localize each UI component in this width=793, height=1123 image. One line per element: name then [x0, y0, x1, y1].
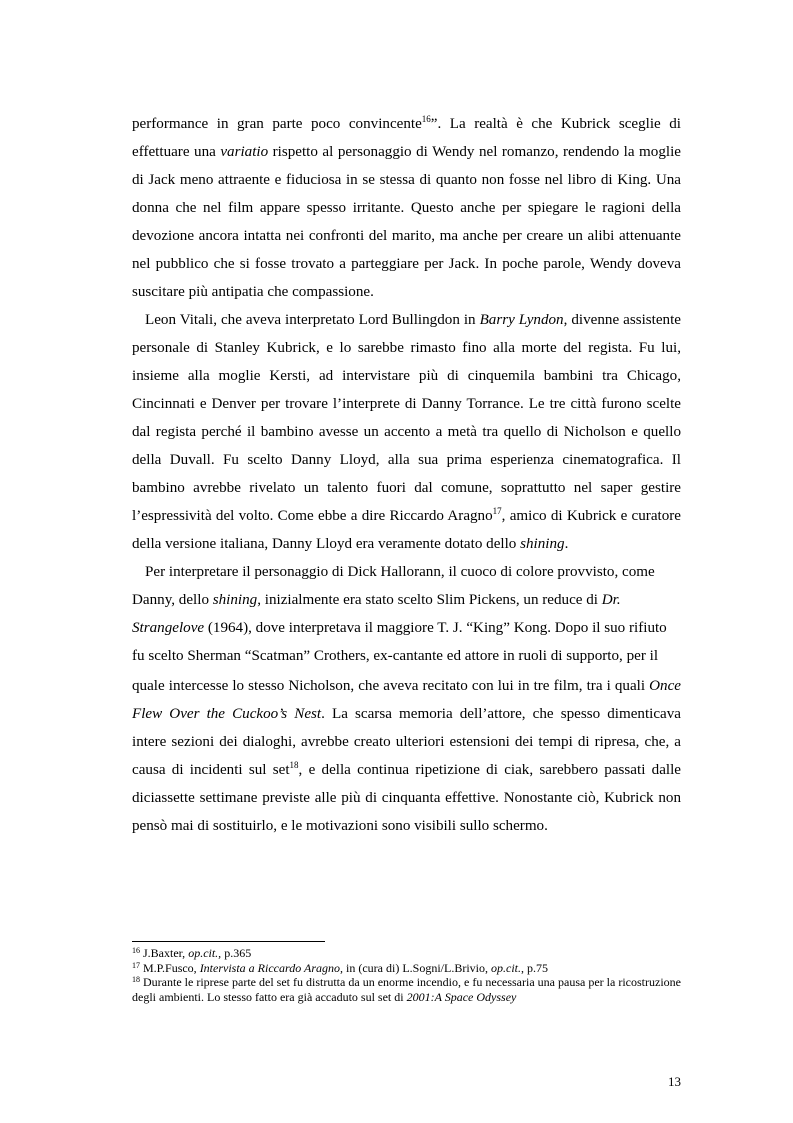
body-text — [132, 110, 681, 840]
text-run: , divenne assistente personale di Stanley Kubrick, e lo sarebbe rimasto fino alla morte del regista. Fu lui, insieme alla moglie Kersti, ad intervistare più di cinquemila bambini tra Chicago, Cincinnati e Denver per trovare l’interprete di Danny Torrance. Le tre città furono scelte dal regista perché il bambino avesse un accento a metà tra quello di Nicholson e quello della Duvall. Fu scelto Danny Lloyd, alla sua prima esperienza cinematografica. Il bambino avrebbe rivelato un talento fuori dal comune, soprattutto nel saper gestire l’espressività del volto. Come ebbe a dire Riccardo Aragno — [132, 312, 681, 524]
italic-text: variatio — [220, 144, 269, 160]
text-run: , p.75 — [521, 960, 548, 975]
italic-text: Once Flew Over the Cuckoo’s Nest — [132, 678, 681, 722]
italic-text: shining — [520, 536, 565, 552]
footnote-ref: 16 — [132, 946, 140, 955]
text-run: in (cura di) L.Sogni/L.Brivio, — [343, 960, 491, 975]
text-run: performance in gran parte poco convincente — [132, 116, 422, 132]
italic-text: op.cit., — [188, 946, 222, 960]
footnotes — [132, 946, 681, 1004]
text-run: J.Baxter, — [140, 946, 189, 960]
italic-text: op.cit. — [491, 960, 521, 975]
paragraph-crothers — [132, 672, 681, 840]
text-run: p.365 — [221, 946, 252, 960]
footnote-ref: 18 — [289, 760, 299, 770]
text-run: M.P.Fusco, — [140, 960, 200, 975]
footnote-separator — [132, 941, 325, 942]
italic-text: shining — [212, 592, 258, 608]
text-run: Leon Vitali, che aveva interpretato Lord Bullingdon in — [145, 312, 480, 328]
italic-text: Intervista a Riccardo Aragno, — [199, 960, 344, 975]
text-run: . — [564, 536, 569, 552]
text-run: Per interpretare il personaggio di Dick Hallorann, il cuoco di colore provvisto, come Danny, dello — [132, 564, 655, 608]
italic-text: Dr. Strangelove — [132, 592, 621, 636]
footnote-17 — [132, 961, 681, 976]
paragraph-hallorann — [132, 558, 681, 670]
text-run: quale intercesse lo stesso Nicholson, che aveva recitato con lui in tre film, tra i quali — [132, 678, 650, 694]
footnote-ref: 17 — [132, 960, 140, 970]
paragraph-wendy — [132, 110, 681, 306]
page-number: 13 — [668, 1074, 681, 1089]
text-run: rispetto al personaggio di Wendy nel romanzo, rendendo la moglie di Jack meno attraente e fiduciosa in se stessa di quanto non fosse nel libro di King. Una donna che nel film appare spesso irritante. Questo anche per spiegare le ragioni della devozione ancora intatta nei confronti del marito, ma anche per creare un alibi attenuante nel pubblico che si fosse trovato a parteggiare per Jack. In poche parole, Wendy doveva suscitare più antipatia che compassione. — [132, 144, 681, 300]
footnote-16 — [132, 946, 681, 961]
text-run: , amico di Kubrick e curatore della versione italiana, Danny Lloyd era veramente dotato dello — [132, 508, 681, 552]
text-run: Durante le riprese parte del set fu distrutta da un enorme incendio, e fu necessaria una pausa per la ricostruzione degli ambienti. Lo stesso fatto era già accaduto sul set di — [132, 975, 681, 1004]
paragraph-leon-vitali — [132, 306, 681, 558]
footnote-ref: 16 — [421, 114, 431, 124]
footnote-ref: 17 — [492, 506, 502, 516]
text-run: (1964), dove interpretava il maggiore T. J. “King” Kong. Dopo il suo rifiuto fu scelto Sherman “Scatman” Crothers, ex-cantante ed attore in ruoli di supporto, per il — [132, 620, 667, 664]
italic-text: 2001:A Space Odyssey — [406, 989, 517, 1004]
text-run: , inizialmente era stato scelto Slim Pickens, un reduce di — [257, 592, 602, 608]
footnote-ref: 18 — [132, 975, 140, 984]
italic-text: Barry Lyndon — [479, 312, 564, 328]
text-run: , e della continua ripetizione di ciak, sarebbero passati dalle diciassette settimane previste alle più di cinquanta effettive. Nonostante ciò, Kubrick non pensò mai di sostituirlo, e le motivazioni sono visibili sullo schermo. — [132, 762, 681, 834]
text-run: . La scarsa memoria dell’attore, che spesso dimenticava intere sezioni dei dialoghi, avrebbe creato ulteriori estensioni dei tempi di ripresa, che, a causa di incidenti sul set — [132, 706, 681, 778]
text-run: ”. La realtà è che Kubrick sceglie di effettuare una — [132, 116, 681, 160]
footnote-18 — [132, 975, 681, 1004]
